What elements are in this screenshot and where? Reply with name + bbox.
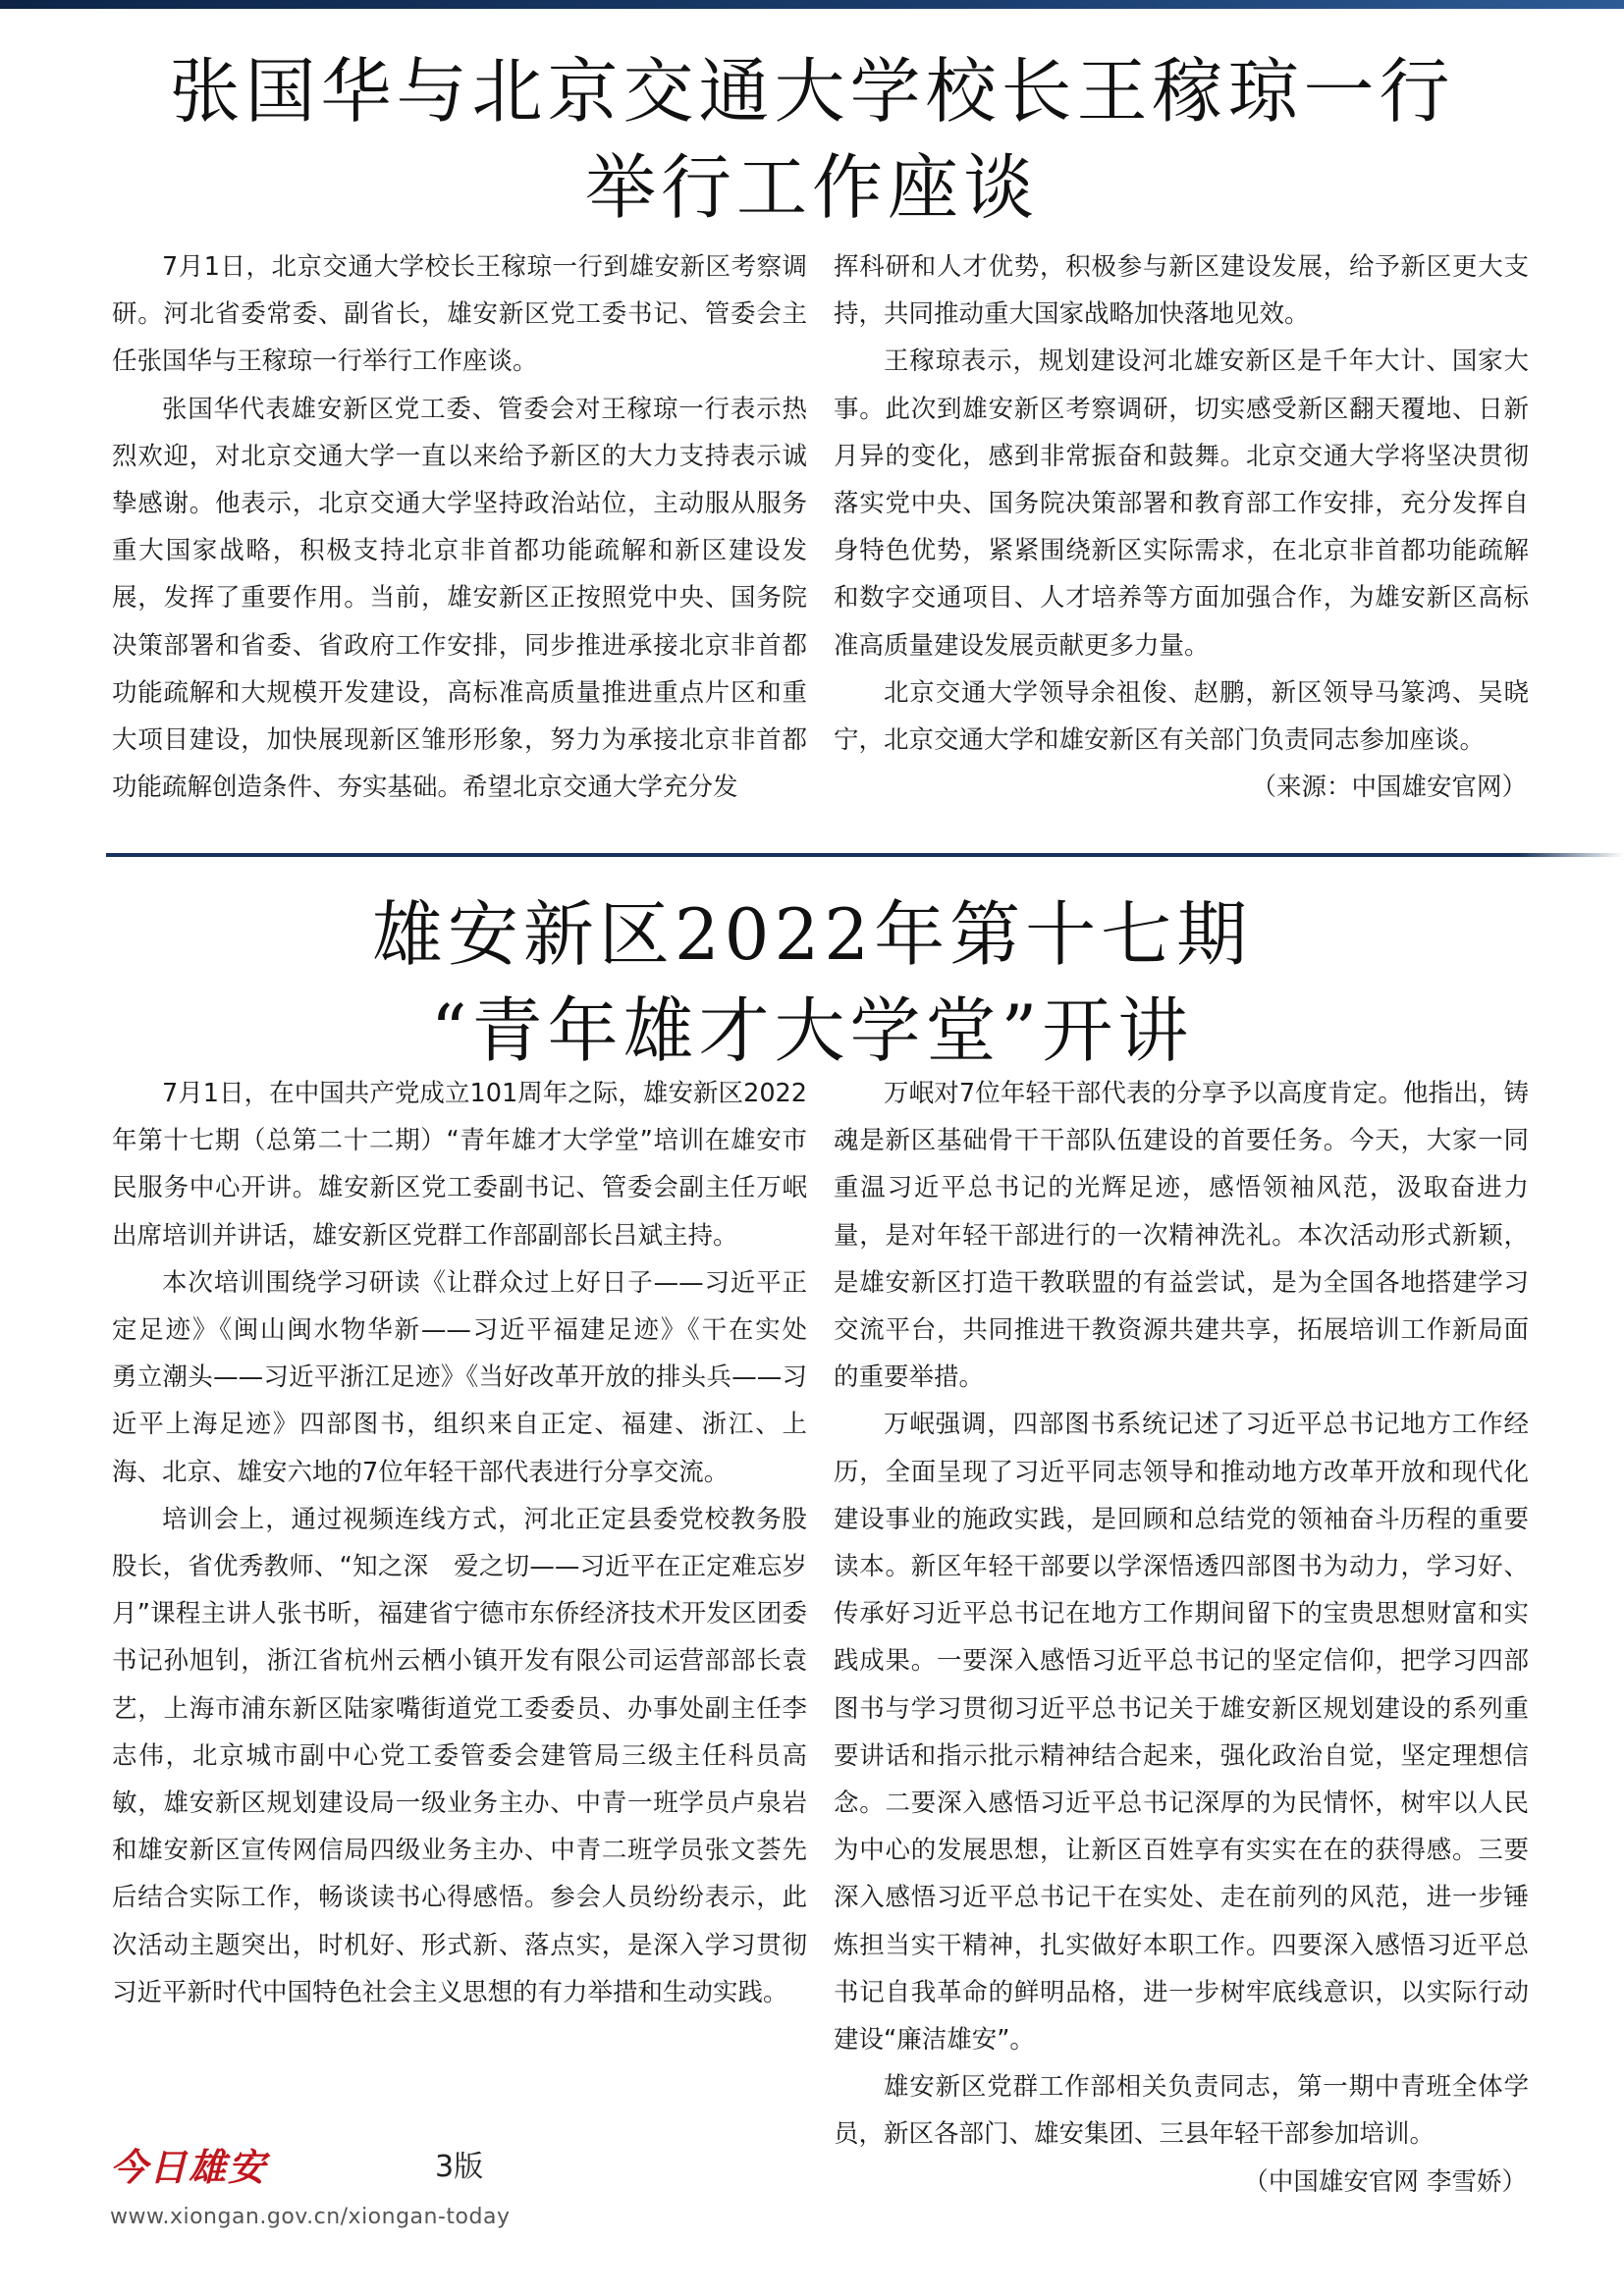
article1-left-column (112, 243, 807, 811)
article1-title-line1: 张国华与北京交通大学校长王稼琼一行 (169, 50, 1455, 133)
article2-title-line1: 雄安新区2022年第十七期 (371, 893, 1253, 976)
section-divider-fade (1518, 853, 1624, 857)
article2-right-column (834, 1070, 1529, 2206)
publication-logo: 今日雄安 (110, 2145, 268, 2189)
article1-headline (0, 43, 1624, 236)
article2-headline (0, 886, 1624, 1079)
top-banner-bar (0, 0, 1624, 9)
paragraph: 培训会上，通过视频连线方式，河北正定县委党校教务股股长，省优秀教师、“知之深 爱之切——习近平在正定难忘岁月”课程主讲人张书昕，福建省宁德市东侨经济技术开发区团委书记孙旭钊，浙江省杭州云栖小镇开发有限公司运营部部长袁艺，上海市浦东新区陆家嘴街道党工委委员、办事处副主任李志伟，北京城市副中心党工委管委会建管局三级主任科员高敏，雄安新区规划建设局一级业务主办、中青一班学员卢泉岩和雄安新区宣传网信局四级业务主办、中青二班学员张文荟先后结合实际工作，畅谈读书心得感悟。参会人员纷纷表示，此次活动主题突出，时机好、形式新、落点实，是深入学习贯彻习近平新时代中国特色社会主义思想的有力举措和生动实践。 (112, 1504, 807, 2007)
article2-left-column (112, 1070, 833, 2016)
paragraph: 张国华代表雄安新区党工委、管委会对王稼琼一行表示热烈欢迎，对北京交通大学一直以来给予新区的大力支持表示诚挚感谢。他表示，北京交通大学坚持政治站位，主动服从服务重大国家战略，积极支持北京非首都功能疏解和新区建设发展，发挥了重要作用。当前，雄安新区正按照党中央、国务院决策部署和省委、省政府工作安排，同步推进承接北京非首都功能疏解和大规模开发建设，高标准高质量推进重点片区和重大项目建设，加快展现新区雏形形象，努力为承接北京非首都功能疏解创造条件、夯实基础。希望北京交通大学充分发 (112, 394, 807, 803)
article1-right-column (834, 243, 1529, 811)
article1-title-line2: 举行工作座谈 (584, 146, 1039, 229)
paragraph: 万岷强调，四部图书系统记述了习近平总书记地方工作经历，全面呈现了习近平同志领导和推动地方改革开放和现代化建设事业的施政实践，是回顾和总结党的领袖奋斗历程的重要读本。新区年轻干部要以学深悟透四部图书为动力，学习好、传承好习近平总书记在地方工作期间留下的宝贵思想财富和实践成果。一要深入感悟习近平总书记的坚定信仰，把学习四部图书与学习贯彻习近平总书记关于雄安新区规划建设的系列重要讲话和指示批示精神结合起来，强化政治自觉，坚定理想信念。二要深入感悟习近平总书记深厚的为民情怀，树牢以人民为中心的发展思想，让新区百姓享有实实在在的获得感。三要深入感悟习近平总书记干在实处、走在前列的风范，进一步锤炼担当实干精神，扎实做好本职工作。四要深入感悟习近平总书记自我革命的鲜明品格，进一步树牢底线意识，以实际行动建设“廉洁雄安”。 (834, 1410, 1529, 2056)
paragraph-continuation: 挥科研和人才优势，积极参与新区建设发展，给予新区更大支持，共同推动重大国家战略加快落地见效。 (834, 252, 1529, 330)
footer-url[interactable]: www.xiongan.gov.cn/xiongan-today (110, 2205, 511, 2229)
paragraph: 7月1日，在中国共产党成立101周年之际，雄安新区2022年第十七期（总第二十二期）“青年雄才大学堂”培训在雄安市民服务中心开讲。雄安新区党工委副书记、管委会副主任万岷出席培训并讲话，雄安新区党群工作部副部长吕斌主持。 (112, 1079, 807, 1251)
page-number: 3版 (435, 2150, 484, 2184)
paragraph: 雄安新区党群工作部相关负责同志，第一期中青班全体学员，新区各部门、雄安集团、三县年轻干部参加培训。 (834, 2072, 1529, 2150)
paragraph: 万岷对7位年轻干部代表的分享予以高度肯定。他指出，铸魂是新区基础骨干干部队伍建设的首要任务。今天，大家一同重温习近平总书记的光辉足迹，感悟领袖风范，汲取奋进力量，是对年轻干部进行的一次精神洗礼。本次活动形式新颖，是雄安新区打造干教联盟的有益尝试，是为全国各地搭建学习交流平台，共同推进干教资源共建共享，拓展培训工作新局面的重要举措。 (834, 1079, 1529, 1393)
article2-title-line2: “青年雄才大学堂”开讲 (430, 989, 1194, 1072)
article1-source: （来源：中国雄安官网） (1251, 773, 1527, 803)
paragraph: 王稼琼表示，规划建设河北雄安新区是千年大计、国家大事。此次到雄安新区考察调研，切实感受新区翻天覆地、日新月异的变化，感到非常振奋和鼓舞。北京交通大学将坚决贯彻落实党中央、国务院决策部署和教育部工作安排，充分发挥自身特色优势，紧紧围绕新区实际需求，在北京非首都功能疏解和数字交通项目、人才培养等方面加强合作，为雄安新区高标准高质量建设发展贡献更多力量。 (834, 347, 1529, 661)
paragraph: 7月1日，北京交通大学校长王稼琼一行到雄安新区考察调研。河北省委常委、副省长，雄安新区党工委书记、管委会主任张国华与王稼琼一行举行工作座谈。 (112, 252, 807, 377)
paragraph: 本次培训围绕学习研读《让群众过上好日子——习近平正定足迹》《闽山闽水物华新——习近平福建足迹》《干在实处 勇立潮头——习近平浙江足迹》《当好改革开放的排头兵——习近平上海足迹》四部图书，组织来自正定、福建、浙江、上海、北京、雄安六地的7位年轻干部代表进行分享交流。 (112, 1267, 833, 1487)
paragraph: 北京交通大学领导余祖俊、赵鹏，新区领导马篆鸿、吴晓宁，北京交通大学和雄安新区有关部门负责同志参加座谈。 (834, 677, 1529, 756)
article2-source: （中国雄安官网 李雪娇） (1243, 2166, 1527, 2197)
section-divider (106, 853, 1518, 857)
